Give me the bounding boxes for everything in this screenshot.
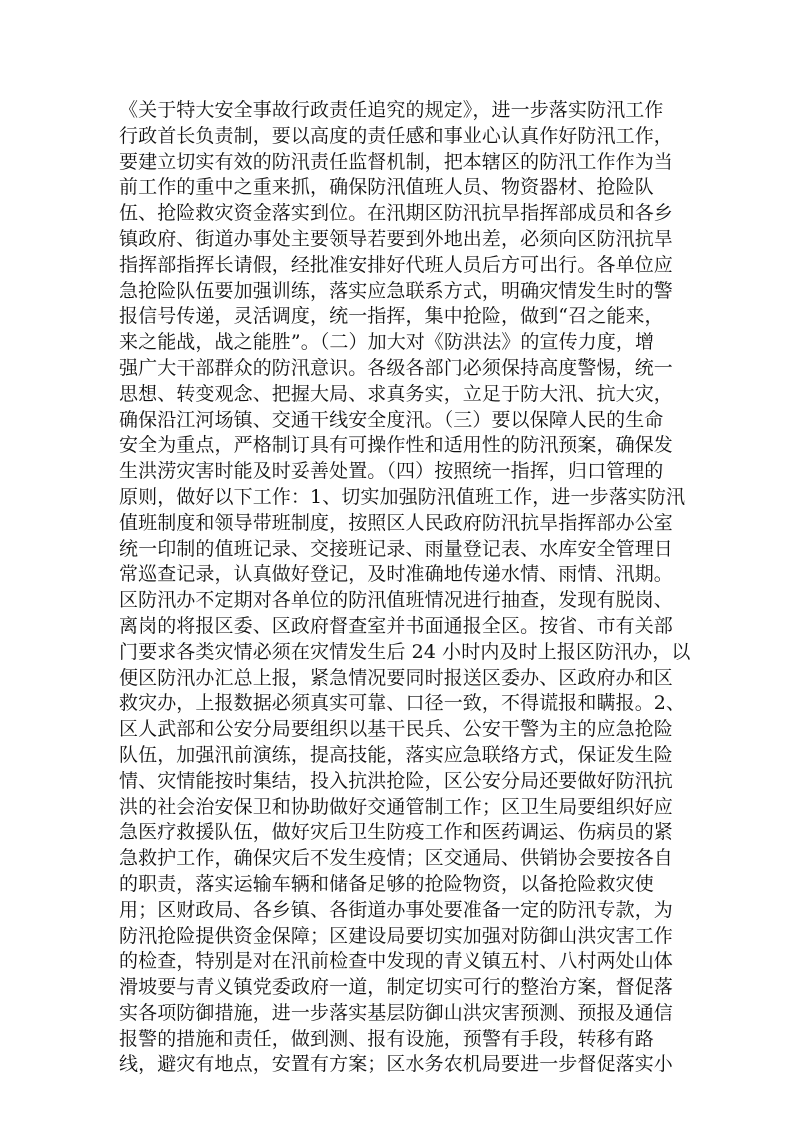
text-line: 情、灾情能按时集结，投入抗洪抢险，区公安分局还要做好防汛抗 bbox=[119, 769, 673, 792]
text-line: 伍、抢险救灾资金落实到位。在汛期区防汛抗旱指挥部成员和各乡 bbox=[119, 202, 673, 225]
text-line: 镇政府、街道办事处主要领导若要到外地出差，必须向区防汛抗旱 bbox=[119, 227, 673, 250]
text-line: 的职责，落实运输车辆和储备足够的抢险物资，以备抢险救灾使 bbox=[119, 872, 654, 895]
text-line: 原则，做好以下工作：1、切实加强防汛值班工作，进一步落实防汛 bbox=[119, 485, 686, 508]
text-line: 常巡查记录，认真做好登记，及时准确地传递水情、雨情、汛期。 bbox=[119, 563, 673, 586]
text-line: 指挥部指挥长请假，经批准安排好代班人员后方可出行。各单位应 bbox=[119, 253, 673, 276]
body-text bbox=[119, 98, 691, 1078]
text-line: 用；区财政局、各乡镇、各街道办事处要准备一定的防汛专款，为 bbox=[119, 898, 673, 921]
text-line: 洪的社会治安保卫和协助做好交通管制工作；区卫生局要组织好应 bbox=[119, 795, 673, 818]
text-line: 离岗的将报区委、区政府督查室并书面通报全区。按省、市有关部 bbox=[119, 614, 673, 637]
text-line: 强广大干部群众的防汛意识。各级各部门必须保持高度警惕，统一 bbox=[119, 356, 673, 379]
text-line: 防汛抢险提供资金保障；区建设局要切实加强对防御山洪灾害工作 bbox=[119, 924, 673, 947]
text-line: 线，避灾有地点，安置有方案；区水务农机局要进一步督促落实小 bbox=[119, 1053, 673, 1076]
text-line: 滑坡要与青义镇党委政府一道，制定切实可行的整治方案，督促落 bbox=[119, 976, 673, 999]
text-line: 区人武部和公安分局要组织以基干民兵、公安干警为主的应急抢险 bbox=[119, 718, 673, 741]
text-line: 报信号传递，灵活调度，统一指挥，集中抢险，做到“召之能来， bbox=[119, 305, 664, 328]
text-line: 统一印制的值班记录、交接班记录、雨量登记表、水库安全管理日 bbox=[119, 537, 673, 560]
text-line: 《关于特大安全事故行政责任追究的规定》，进一步落实防汛工作 bbox=[119, 99, 664, 121]
text-line: 区防汛办不定期对各单位的防汛值班情况进行抽查，发现有脱岗、 bbox=[119, 589, 673, 612]
text-line: 安全为重点，严格制订具有可操作性和适用性的防汛预案，确保发 bbox=[119, 434, 673, 457]
text-line: 前工作的重中之重来抓，确保防汛值班人员、物资器材、抢险队 bbox=[119, 176, 654, 199]
text-line: 便区防汛办汇总上报，紧急情况要同时报送区委办、区政府办和区 bbox=[119, 666, 673, 689]
text-line: 值班制度和领导带班制度，按照区人民政府防汛抗旱指挥部办公室 bbox=[119, 511, 673, 534]
text-line: 急抢险队伍要加强训练，落实应急联系方式，明确灾情发生时的警 bbox=[119, 279, 673, 302]
text-line: 思想、转变观念、把握大局、求真务实，立足于防大汛、抗大灾， bbox=[119, 382, 673, 405]
text-line: 救灾办，上报数据必须真实可靠、口径一致，不得谎报和瞒报。2、 bbox=[119, 692, 686, 715]
text-line: 来之能战，战之能胜”。（二）加大对《防洪法》的宣传力度，增 bbox=[119, 331, 655, 354]
text-line: 急救护工作，确保灾后不发生疫情；区交通局、供销协会要按各自 bbox=[119, 847, 673, 870]
text-line: 行政首长负责制，要以高度的责任感和事业心认真作好防汛工作， bbox=[119, 124, 673, 147]
text-line: 确保沿江河场镇、交通干线安全度汛。（三）要以保障人民的生命 bbox=[119, 408, 664, 431]
text-line: 要建立切实有效的防汛责任监督机制，把本辖区的防汛工作作为当 bbox=[119, 150, 673, 173]
text-line: 队伍，加强汛前演练，提高技能，落实应急联络方式，保证发生险 bbox=[119, 743, 673, 766]
text-line: 急医疗救援队伍，做好灾后卫生防疫工作和医药调运、伤病员的紧 bbox=[119, 821, 673, 844]
text-line: 生洪涝灾害时能及时妥善处置。（四）按照统一指挥，归口管理的 bbox=[119, 460, 664, 483]
text-line: 门要求各类灾情必须在灾情发生后 24 小时内及时上报区防汛办，以 bbox=[119, 640, 691, 663]
text-line: 实各项防御措施，进一步落实基层防御山洪灾害预测、预报及通信 bbox=[119, 1001, 673, 1024]
text-line: 的检查，特别是对在汛前检查中发现的青义镇五村、八村两处山体 bbox=[119, 950, 673, 973]
text-line: 报警的措施和责任，做到测、报有设施，预警有手段，转移有路 bbox=[119, 1027, 654, 1050]
